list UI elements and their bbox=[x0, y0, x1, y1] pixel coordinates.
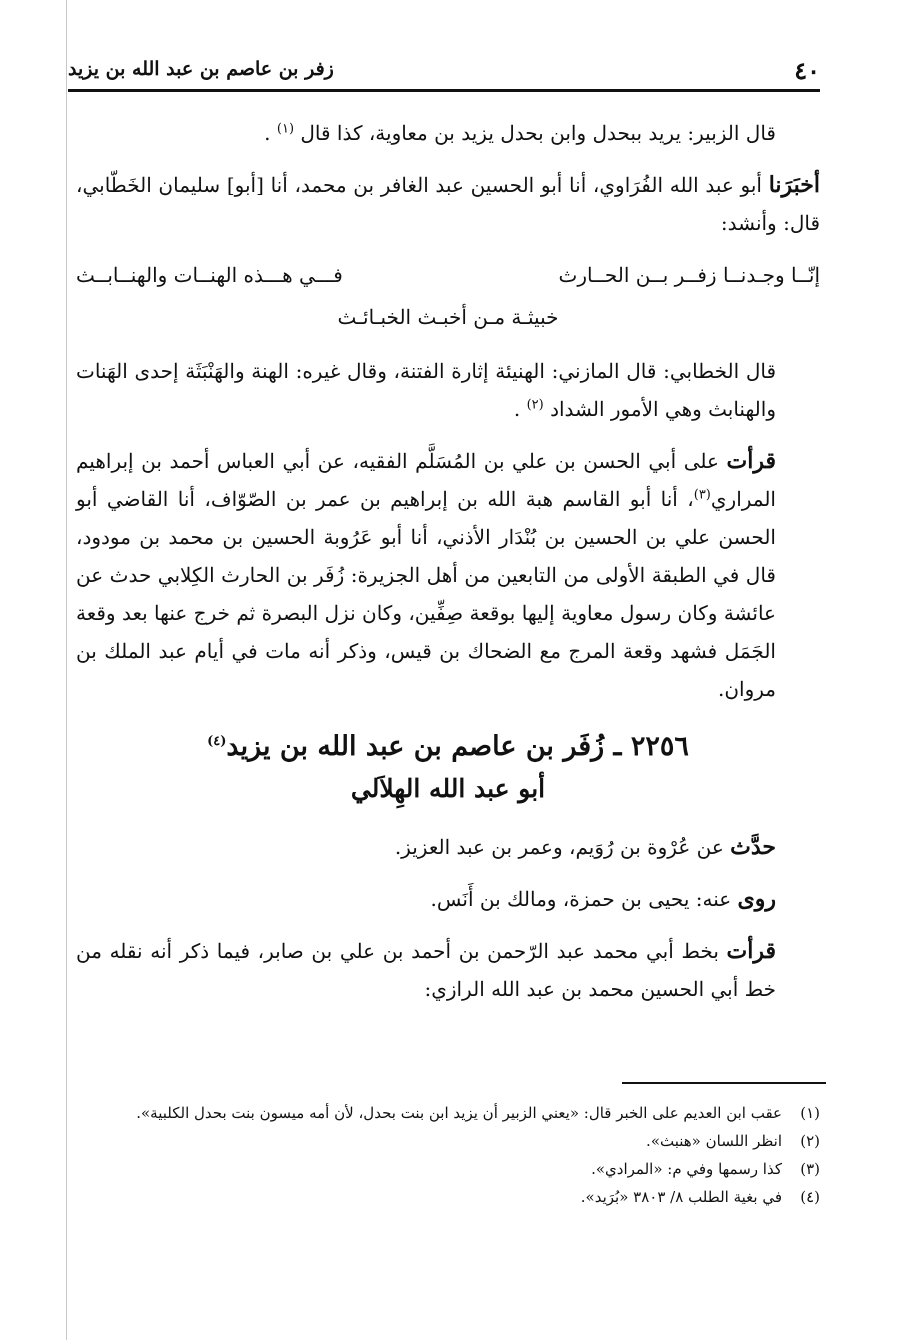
footnote bbox=[76, 1158, 820, 1180]
paragraph-zubayr: قال الزبير: يريد ببحدل وابن بحدل يزيد بن معاوية، كذا قال $^{(١)}$ . bbox=[264, 121, 776, 145]
main-text bbox=[76, 114, 820, 1022]
keyword-rawa: روى bbox=[737, 886, 776, 912]
footnote-separator bbox=[622, 1082, 826, 1084]
paragraph-rawa bbox=[76, 880, 820, 918]
paragraph-text: قال الخطابي: قال المازني: الهنيئة إثارة الفتنة، وقال غيره: الهنة والهَنْبَثَة إحدى الهَنات والهنابث وهي الأمور الشداد bbox=[76, 359, 776, 421]
footnote-ref: (٣) bbox=[693, 487, 711, 503]
page-number: ٤٠ bbox=[794, 56, 820, 85]
footnote bbox=[76, 1186, 820, 1208]
entry-heading bbox=[76, 726, 820, 810]
footnote-ref: (٢) bbox=[526, 397, 544, 413]
entry-title bbox=[76, 726, 820, 768]
running-title: زفر بن عاصم بن عبد الله بن يزيد bbox=[68, 58, 334, 80]
verse-left-hemistich: فـــي هـــذه الهنــات والهنــابــث bbox=[76, 263, 343, 287]
paragraph-text: على أبي الحسن بن علي بن المُسَلَّم الفقيه، عن أبي العباس أحمد بن إبراهيم المراري bbox=[76, 449, 776, 511]
paragraph-akhbarana bbox=[76, 166, 820, 242]
footnote-text: في بغية الطلب ٨/ ٣٨٠٣ «بُرَيد». bbox=[580, 1188, 782, 1206]
keyword-qaraat: قرأت bbox=[726, 448, 776, 474]
paragraph-text: عن عُرْوة بن رُوَيم، وعمر بن عبد العزيز. bbox=[394, 835, 724, 859]
footnote-text: انظر اللسان «هنبث». bbox=[646, 1132, 782, 1150]
entry-number-title: ٢٢٥٦ ـ زُفَر بن عاصم بن عبد الله بن يزيد bbox=[226, 731, 689, 762]
paragraph-haddatha bbox=[76, 828, 820, 866]
footnote bbox=[76, 1102, 820, 1124]
paragraph-qaraat bbox=[76, 442, 820, 708]
paragraph-text: ، أنا أبو القاسم هبة الله بن إبراهيم بن عمر بن الصّوّاف، أنا القاضي أبو الحسن علي بن الحسين بن بُنْدَار الأذني، أنا أبو عَرُوبة الحسين بن محمد بن مودود، قال في الطبقة الأولى من التابعين من أهل الجزيرة: زُفَر بن الحارث الكِلابي حدث عن عائشة وكان رسول معاوية إليها بوقعة صِفِّين، وكان نزل البصرة ثم خرج عنها بعد وقعة الجَمَل فشهد وقعة المرج مع الضحاك بن قيس، وذكر أنه مات في أيام عبد الملك بن مروان. bbox=[76, 487, 776, 701]
footnote-number: (٢) bbox=[800, 1132, 820, 1150]
poem-verse-line2: خبيثـة مـن أخبـث الخبـائـث bbox=[337, 305, 559, 329]
scan-edge-line bbox=[66, 0, 67, 1340]
paragraph-text: أبو عبد الله الفُرَاوي، أنا أبو الحسين عبد الغافر بن محمد، أنا [أبو] سليمان الخَطّابي، قال: وأنشد: bbox=[76, 173, 820, 235]
footnotes bbox=[76, 1102, 820, 1214]
footnote-ref: (٤) bbox=[207, 734, 227, 749]
header-rule bbox=[68, 89, 820, 92]
paragraph-text: قال الزبير: يريد ببحدل وابن بحدل يزيد بن معاوية، كذا قال bbox=[300, 121, 776, 145]
paragraph-text: عنه: يحيى بن حمزة، ومالك بن أَنَس. bbox=[430, 887, 732, 911]
paragraph-qaraat-khatt bbox=[76, 932, 820, 1008]
footnote-number: (١) bbox=[800, 1104, 820, 1122]
footnote bbox=[76, 1130, 820, 1152]
poem-verse bbox=[76, 256, 820, 294]
footnote-ref: (١) bbox=[276, 121, 295, 137]
paragraph-khattabi: قال الخطابي: قال المازني: الهنيئة إثارة الفتنة، وقال غيره: الهنة والهَنْبَثَة إحدى الهَنات والهنابث وهي الأمور الشداد $^{(٢)}$ . bbox=[76, 359, 776, 421]
keyword-akhbarana: أخبَرَنا bbox=[768, 172, 821, 198]
verse-right-hemistich: إنّــا وجـدنــا زفــر بــن الحــارث bbox=[558, 263, 820, 287]
paragraph-text: بخط أبي محمد عبد الرّحمن بن أحمد بن علي بن صابر، فيما ذكر أنه نقله من خط أبي الحسين محمد بن عبد الله الرازي: bbox=[76, 939, 776, 1001]
entry-kunya: أبو عبد الله الهِلاَلي bbox=[350, 774, 546, 803]
footnote-text: عقب ابن العديم على الخبر قال: «يعني الزبير أن يزيد ابن بنت بحدل، لأن أمه ميسون بنت بحدل الكلبية». bbox=[136, 1104, 782, 1122]
footnote-number: (٣) bbox=[800, 1160, 820, 1178]
page-header bbox=[68, 48, 820, 92]
footnote-number: (٤) bbox=[800, 1188, 820, 1206]
keyword-haddatha: حدَّث bbox=[730, 834, 776, 860]
footnote-text: كذا رسمها وفي م: «المرادي». bbox=[591, 1160, 782, 1178]
keyword-qaraat: قرأت bbox=[726, 938, 777, 964]
